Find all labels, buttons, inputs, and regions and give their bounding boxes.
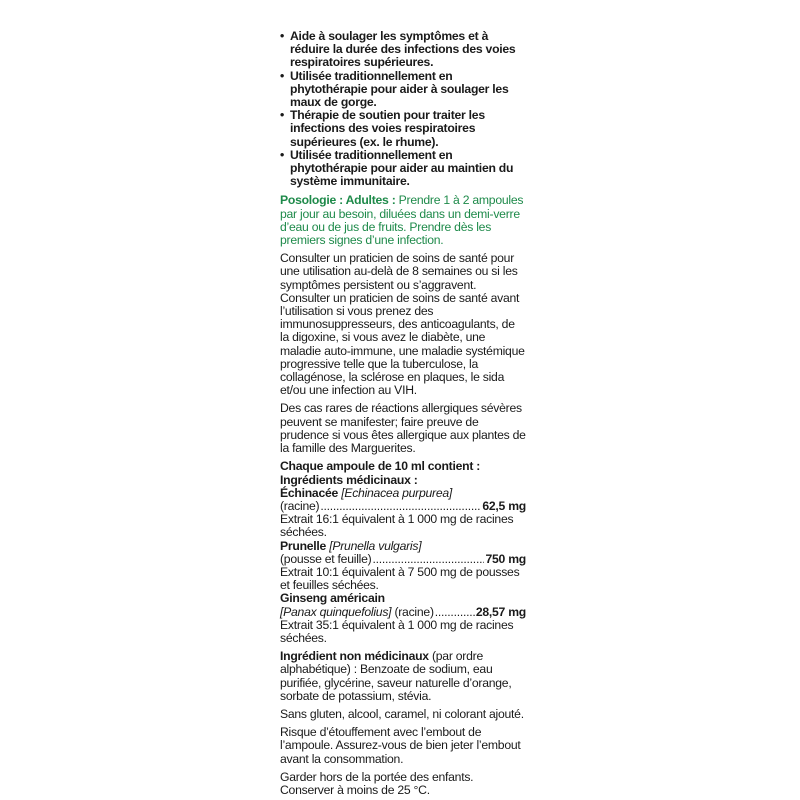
ingredients-section <box>280 460 526 645</box>
dosage-section <box>280 194 526 247</box>
ingredient-amount-row: (racine) ..... 62,5 mg <box>280 500 526 513</box>
ingredient-prunella-name: Prunelle [Prunella vulgaris] <box>280 538 422 553</box>
non-medicinal-text: (par ordre alphabétique) : Benzoate de sodium, eau purifiée, glycérine, saveur naturelle d’orange, sorbate de potassium, stévia. <box>280 649 512 703</box>
medicinal-ingredients-heading: Ingrédients médicinaux : <box>280 472 418 487</box>
allergy-warning: Des cas rares de réactions allergiques sévères peuvent se manifester; faire preuve de prudence si vous êtes allergique aux plantes de la famille des Marguerites. <box>280 401 526 456</box>
ingredient-amount-row: (pousse et feuille) ..... 750 mg <box>280 553 526 566</box>
ingredient-amount: 62,5 mg <box>482 498 526 513</box>
ingredient-latin-name: [Echinacea purpurea] <box>341 485 453 500</box>
storage-line-children: Garder hors de la portée des enfants. <box>280 769 474 784</box>
non-medicinal-heading: Ingrédient non médicinaux <box>280 649 429 664</box>
benefit-list <box>280 30 526 188</box>
ingredient-amount-row: [Panax quinquefolius] (racine) ..... 28,57 mg <box>280 606 526 619</box>
dosage-heading: Posologie : Adultes : <box>280 193 396 208</box>
non-medicinal-ingredients <box>280 650 526 703</box>
warning-text: Consulter un praticien de soins de santé pour une utilisation au-delà de 8 semaines ou si les symptômes persistent ou s’aggravent. Consulter un praticien de soins de santé avant l’utilisation si vous prenez des immunosuppresseurs, des anticoagulants, de la digoxine, si vous avez le diabète, une maladie auto-immune, une maladie systémique progressive telle que la tuberculose, la collagénose, la sclérose en plaques, le sida et/ou une infection au VIH. <box>280 251 525 398</box>
ingredient-extract: Extrait 16:1 équivalent à 1 000 mg de racines séchées. <box>280 512 514 540</box>
ingredient-latin-name: [Panax quinquefolius] <box>280 604 392 619</box>
ingredient-latin-name: [Prunella vulgaris] <box>329 538 422 553</box>
ingredient-echinacea-name: Échinacée [Echinacea purpurea] <box>280 485 453 500</box>
ingredient-extract: Extrait 10:1 équivalent à 7 500 mg de pousses et feuilles séchées. <box>280 564 520 593</box>
storage-section <box>280 771 526 797</box>
benefit-item: • Thérapie de soutien pour traiter les infections des voies respiratoires supérieures (ex. le rhume). <box>280 109 526 149</box>
dot-leader <box>372 553 484 566</box>
benefit-item: • Utilisée traditionnellement en phytothérapie pour aider à soulager les maux de gorge. <box>280 70 526 110</box>
ingredient-extract: Extrait 35:1 équivalent à 1 000 mg de racines séchées. <box>280 617 514 645</box>
product-label-text <box>280 30 526 797</box>
ingredients-heading: Chaque ampoule de 10 ml contient : <box>280 459 481 474</box>
ingredient-amount: 28,57 mg <box>475 604 526 619</box>
free-of-statement: Sans gluten, alcool, caramel, ni colorant ajouté. <box>280 706 524 721</box>
benefit-item: • Utilisée traditionnellement en phytothérapie pour aider au maintien du système immunitaire. <box>280 149 526 189</box>
dosage-text: Prendre 1 à 2 ampoules par jour au besoin, diluées dans un demi-verre d’eau ou de jus de fruits. Prendre dès les premiers signes d’une infection. <box>280 193 524 248</box>
dot-leader <box>435 606 475 619</box>
ingredient-ginseng-name: Ginseng américain <box>280 591 385 606</box>
choking-warning: Risque d’étouffement avec l’embout de l’ampoule. Assurez-vous de bien jeter l’embout avant la consommation. <box>280 725 521 766</box>
storage-line-temperature: Conserver à moins de 25 °C. <box>280 782 430 797</box>
ingredient-amount: 750 mg <box>485 551 526 566</box>
benefit-item: • Aide à soulager les symptômes et à réduire la durée des infections des voies respiratoires supérieures. <box>280 30 526 70</box>
